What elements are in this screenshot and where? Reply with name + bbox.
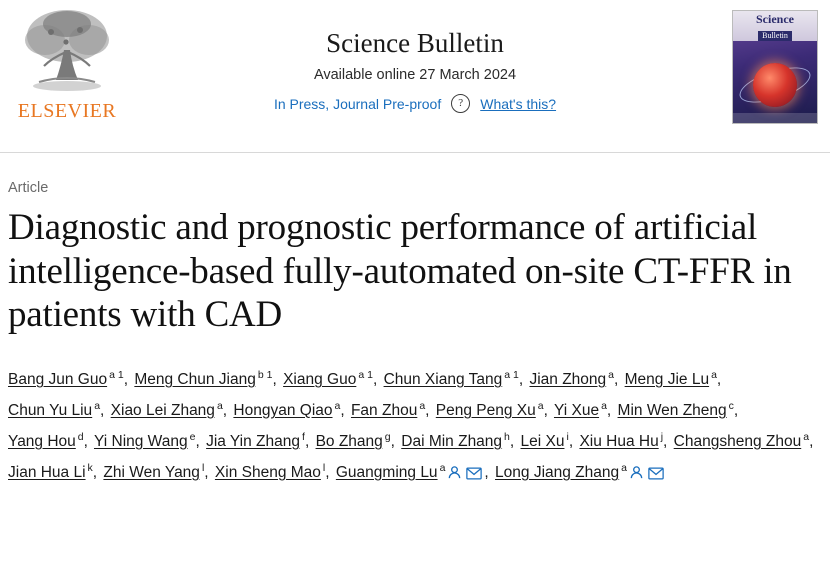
author-entry	[8, 430, 90, 450]
author-list	[8, 364, 822, 488]
author-name[interactable]: Min Wen Zheng	[617, 401, 727, 419]
author-entry	[134, 368, 278, 388]
author-separator: ,	[304, 432, 310, 450]
author-contact-icons	[627, 464, 666, 481]
author-separator: ,	[123, 370, 129, 388]
author-name[interactable]: Yi Ning Wang	[93, 432, 188, 450]
author-affiliation-marker[interactable]: a	[94, 399, 101, 412]
document-type-label: Article	[8, 180, 49, 196]
author-separator: ,	[325, 463, 330, 481]
author-entry	[8, 399, 106, 419]
journal-cover-thumbnail[interactable]	[732, 10, 818, 124]
author-affiliation-marker[interactable]: a	[537, 399, 544, 412]
person-icon[interactable]	[447, 465, 462, 480]
author-affiliation-marker[interactable]: i	[566, 430, 569, 443]
article-content	[0, 180, 830, 488]
in-press-label[interactable]: In Press, Journal Pre-proof	[273, 95, 442, 112]
author-name[interactable]: Meng Chun Jiang	[134, 370, 256, 388]
author-name[interactable]: Guangming Lu	[335, 463, 438, 481]
journal-availability: Available online 27 March 2024	[313, 67, 517, 84]
author-entry	[617, 399, 741, 419]
author-separator: ,	[733, 401, 739, 419]
author-separator: ,	[809, 432, 814, 450]
cover-subtitle: Bulletin	[758, 31, 792, 41]
author-name[interactable]: Bang Jun Guo	[8, 370, 108, 388]
author-entry	[315, 430, 397, 450]
author-affiliation-marker[interactable]: a	[419, 399, 426, 412]
author-separator: ,	[614, 370, 619, 388]
author-separator: ,	[83, 432, 88, 450]
author-affiliation-marker[interactable]: a	[803, 430, 810, 443]
author-entry	[93, 430, 202, 450]
author-affiliation-marker[interactable]: h	[504, 430, 510, 443]
author-contact-icons	[445, 464, 484, 481]
author-name[interactable]: Xin Sheng Mao	[214, 463, 321, 481]
mail-icon[interactable]	[648, 467, 664, 480]
author-separator: ,	[518, 370, 524, 388]
author-name[interactable]: Meng Jie Lu	[624, 370, 710, 388]
author-separator: ,	[340, 401, 345, 419]
author-separator: ,	[204, 463, 209, 481]
author-name[interactable]: Chun Yu Liu	[8, 401, 93, 419]
author-name[interactable]: Yi Xue	[553, 401, 600, 419]
author-entry	[579, 430, 669, 450]
author-affiliation-marker[interactable]: e	[189, 430, 196, 443]
elsevier-wordmark: ELSEVIER	[17, 100, 117, 122]
author-affiliation-marker[interactable]: a 1	[109, 368, 124, 381]
author-entry	[520, 430, 576, 450]
author-name[interactable]: Peng Peng Xu	[435, 401, 536, 419]
cover-artwork	[733, 41, 817, 123]
journal-header	[0, 0, 830, 152]
author-name[interactable]: Long Jiang Zhang	[495, 463, 620, 481]
author-affiliation-marker[interactable]: f	[302, 430, 305, 443]
author-separator: ,	[195, 432, 200, 450]
journal-title[interactable]: Science Bulletin	[326, 28, 504, 58]
author-affiliation-marker[interactable]: a	[216, 399, 223, 412]
author-affiliation-marker[interactable]: a	[608, 368, 614, 381]
author-affiliation-marker[interactable]: c	[728, 399, 734, 412]
author-separator: ,	[222, 401, 228, 419]
cover-title: Science	[756, 12, 794, 26]
author-affiliation-marker[interactable]: j	[660, 430, 664, 443]
author-separator: ,	[606, 401, 612, 419]
author-entry	[283, 368, 379, 388]
author-name[interactable]: Jian Hua Li	[8, 463, 86, 481]
journal-status-row	[0, 94, 830, 113]
author-separator: ,	[509, 432, 515, 450]
author-separator: ,	[372, 370, 378, 388]
author-name[interactable]: Fan Zhou	[350, 401, 418, 419]
author-separator: ,	[543, 401, 548, 419]
author-entry	[350, 399, 432, 419]
author-entry	[435, 399, 550, 419]
author-separator: ,	[92, 463, 98, 481]
header-divider	[0, 152, 830, 153]
author-affiliation-marker[interactable]: g	[384, 430, 391, 443]
author-name[interactable]: Xiang Guo	[283, 370, 357, 388]
author-separator: ,	[484, 463, 489, 481]
author-separator: ,	[716, 370, 722, 388]
author-affiliation-marker[interactable]: a 1	[504, 368, 519, 381]
question-mark-icon[interactable]: ?	[451, 94, 470, 113]
author-name[interactable]: Hongyan Qiao	[233, 401, 333, 419]
author-entry	[624, 368, 724, 388]
author-affiliation-marker[interactable]: l	[201, 461, 205, 474]
author-affiliation-marker[interactable]: l	[322, 461, 326, 474]
cover-footer-band	[733, 113, 817, 123]
author-entry	[8, 461, 99, 481]
author-entry	[529, 368, 620, 388]
author-name[interactable]: Chun Xiang Tang	[383, 370, 503, 388]
author-separator: ,	[272, 370, 277, 388]
whats-this-link[interactable]: What's this?	[480, 95, 557, 112]
cover-masthead	[733, 11, 817, 41]
author-affiliation-marker[interactable]: a	[334, 399, 341, 412]
author-entry	[206, 430, 311, 450]
author-entry	[214, 461, 332, 481]
cover-orb-shape	[753, 63, 797, 107]
author-entry	[103, 461, 210, 481]
author-affiliation-marker[interactable]: a	[621, 461, 627, 474]
author-name[interactable]: Yang Hou	[8, 432, 76, 450]
author-affiliation-marker[interactable]: a	[601, 399, 607, 412]
author-entry	[553, 399, 613, 419]
person-icon[interactable]	[629, 465, 644, 480]
author-affiliation-marker[interactable]: a	[711, 368, 717, 381]
author-separator: ,	[390, 432, 395, 450]
author-entry	[495, 461, 666, 481]
author-separator: ,	[568, 432, 574, 450]
page-title: Diagnostic and prognostic performance of artificial intelligence-based fully-automated on-site CT-FFR in patients with CAD	[8, 207, 792, 336]
journal-info	[0, 28, 830, 113]
author-separator: ,	[100, 401, 105, 419]
author-entry	[110, 399, 229, 419]
author-affiliation-marker[interactable]: k	[87, 461, 93, 474]
author-name[interactable]: Xiao Lei Zhang	[110, 401, 215, 419]
author-name[interactable]: Jia Yin Zhang	[206, 432, 301, 450]
author-name[interactable]: Dai Min Zhang	[401, 432, 503, 450]
author-entry	[383, 368, 526, 388]
mail-icon[interactable]	[466, 467, 482, 480]
author-affiliation-marker[interactable]: b 1	[257, 368, 273, 381]
author-entry	[335, 461, 491, 481]
author-affiliation-marker[interactable]: a	[439, 461, 446, 474]
author-name[interactable]: Zhi Wen Yang	[103, 463, 200, 481]
author-entry	[8, 368, 130, 388]
author-affiliation-marker[interactable]: a 1	[358, 368, 373, 381]
author-name[interactable]: Bo Zhang	[315, 432, 383, 450]
author-name[interactable]: Jian Zhong	[529, 370, 607, 388]
author-name[interactable]: Xiu Hua Hu	[579, 432, 659, 450]
author-separator: ,	[425, 401, 430, 419]
author-affiliation-marker[interactable]: d	[77, 430, 84, 443]
author-entry	[673, 430, 816, 450]
author-entry	[233, 399, 346, 419]
author-name[interactable]: Changsheng Zhou	[673, 432, 802, 450]
author-entry	[401, 430, 516, 450]
author-name[interactable]: Lei Xu	[520, 432, 565, 450]
author-separator: ,	[663, 432, 668, 450]
